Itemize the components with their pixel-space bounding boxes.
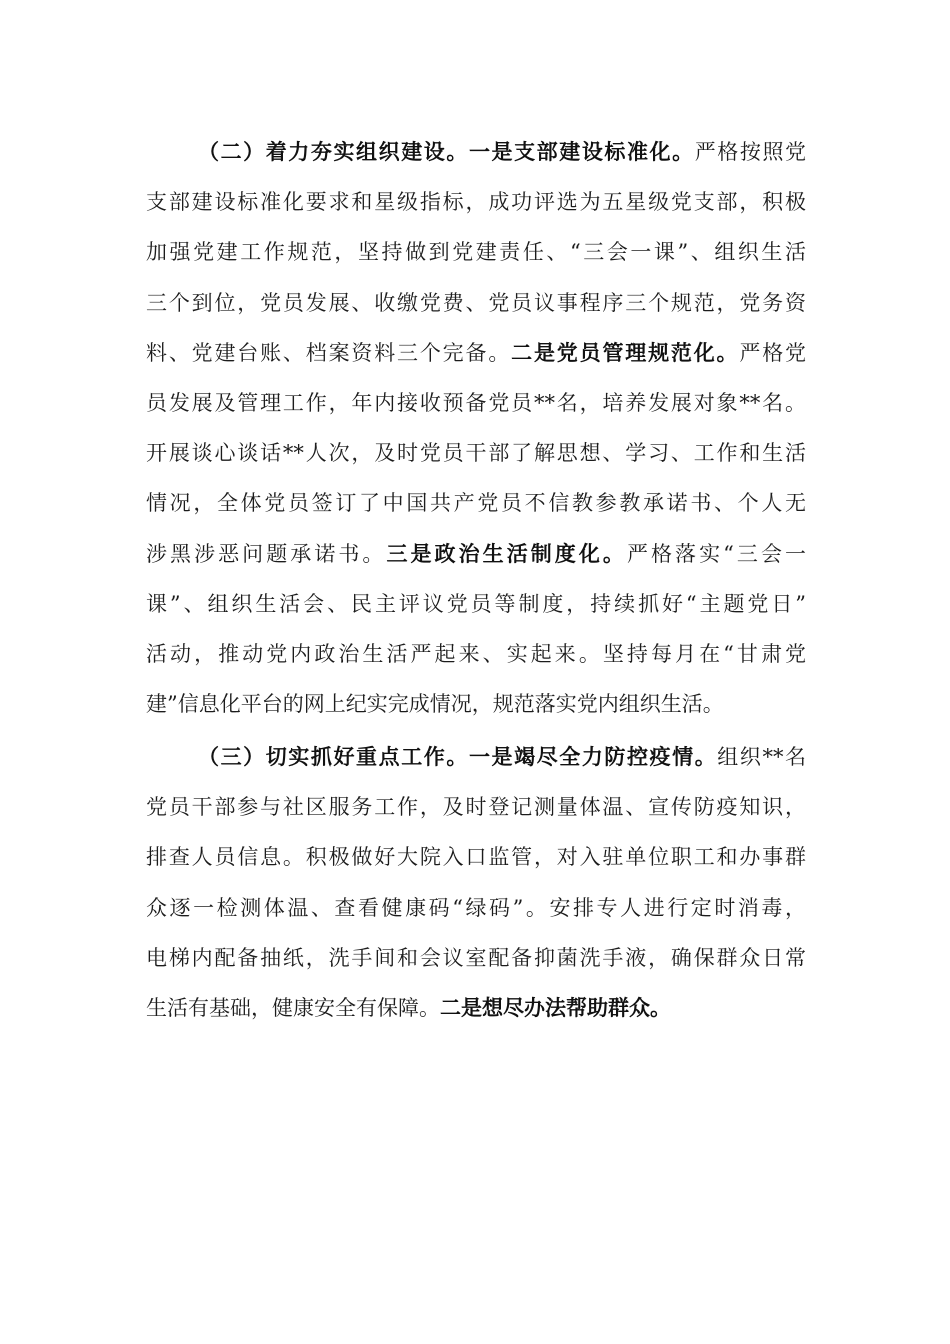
text-run: 建”信息化平台的网上纪实完成情况，规范落实党内组织生活。 <box>146 692 724 717</box>
subheading: 一是支部建设标准化。 <box>468 139 695 164</box>
text-run: 员发展及管理工作，年内接收预备党员**名，培养发展对象**名。 <box>146 390 806 415</box>
text-run: 严格按照党 <box>694 140 806 164</box>
text-run: 加强党建工作规范，坚持做到党建责任、“三会一课”、组织生活 <box>146 240 806 265</box>
text-line <box>146 782 806 832</box>
text-run: 情况，全体党员签订了中国共产党员不信教参教承诺书、个人无 <box>146 491 806 516</box>
text-run: 料、党建台账、档案资料三个完备。 <box>146 340 512 365</box>
section-heading: （三）切实抓好重点工作。 <box>198 744 469 769</box>
text-line <box>146 378 806 428</box>
text-line <box>146 579 806 629</box>
text-run: 众逐一检测体温、查看健康码“绿码”。安排专人进行定时消毒， <box>146 895 806 920</box>
text-line <box>146 679 806 729</box>
text-line <box>146 278 806 328</box>
paragraph-key-work <box>146 732 806 1033</box>
text-line <box>146 883 806 933</box>
text-run: 严格落实“三会一 <box>626 541 806 566</box>
text-line <box>146 328 806 378</box>
text-line <box>146 428 806 478</box>
text-line <box>146 177 806 227</box>
text-run: 组织**名 <box>717 745 806 769</box>
text-line <box>146 732 806 782</box>
section-heading: （二）着力夯实组织建设。 <box>198 139 469 164</box>
text-run: 生活有基础，健康安全有保障。 <box>146 995 440 1020</box>
text-run: 支部建设标准化要求和星级指标，成功评选为五星级党支部，积极 <box>146 190 806 215</box>
subheading: 一是竭尽全力防控疫情。 <box>468 744 718 769</box>
text-run: 课”、组织生活会、民主评议党员等制度，持续抓好“主题党日” <box>146 591 806 616</box>
text-line <box>146 227 806 277</box>
text-run: 三个到位，党员发展、收缴党费、党员议事程序三个规范，党务资 <box>146 290 806 315</box>
text-line <box>146 529 806 579</box>
text-run: 严格党 <box>739 340 806 365</box>
text-run: 电梯内配备抽纸，洗手间和会议室配备抑菌洗手液，确保群众日常 <box>146 945 806 970</box>
text-line <box>146 933 806 983</box>
text-line <box>146 832 806 882</box>
text-line <box>146 983 806 1033</box>
text-run: 活动，推动党内政治生活严起来、实起来。坚持每月在“甘肃党 <box>146 641 806 666</box>
subheading: 二是党员管理规范化。 <box>511 339 740 365</box>
text-line <box>146 127 806 177</box>
text-run: 党员干部参与社区服务工作，及时登记测量体温、宣传防疫知识， <box>146 795 806 820</box>
text-run: 涉黑涉恶问题承诺书。 <box>146 541 387 566</box>
subheading: 二是想尽办法帮助群众。 <box>440 994 671 1020</box>
text-line <box>146 629 806 679</box>
text-run: 开展谈心谈话**人次，及时党员干部了解思想、学习、工作和生活 <box>146 441 806 466</box>
subheading: 三是政治生活制度化。 <box>386 540 627 566</box>
text-run: 排查人员信息。积极做好大院入口监管，对入驻单位职工和办事群 <box>146 845 806 870</box>
text-line <box>146 478 806 528</box>
paragraph-organization-building <box>146 127 806 729</box>
